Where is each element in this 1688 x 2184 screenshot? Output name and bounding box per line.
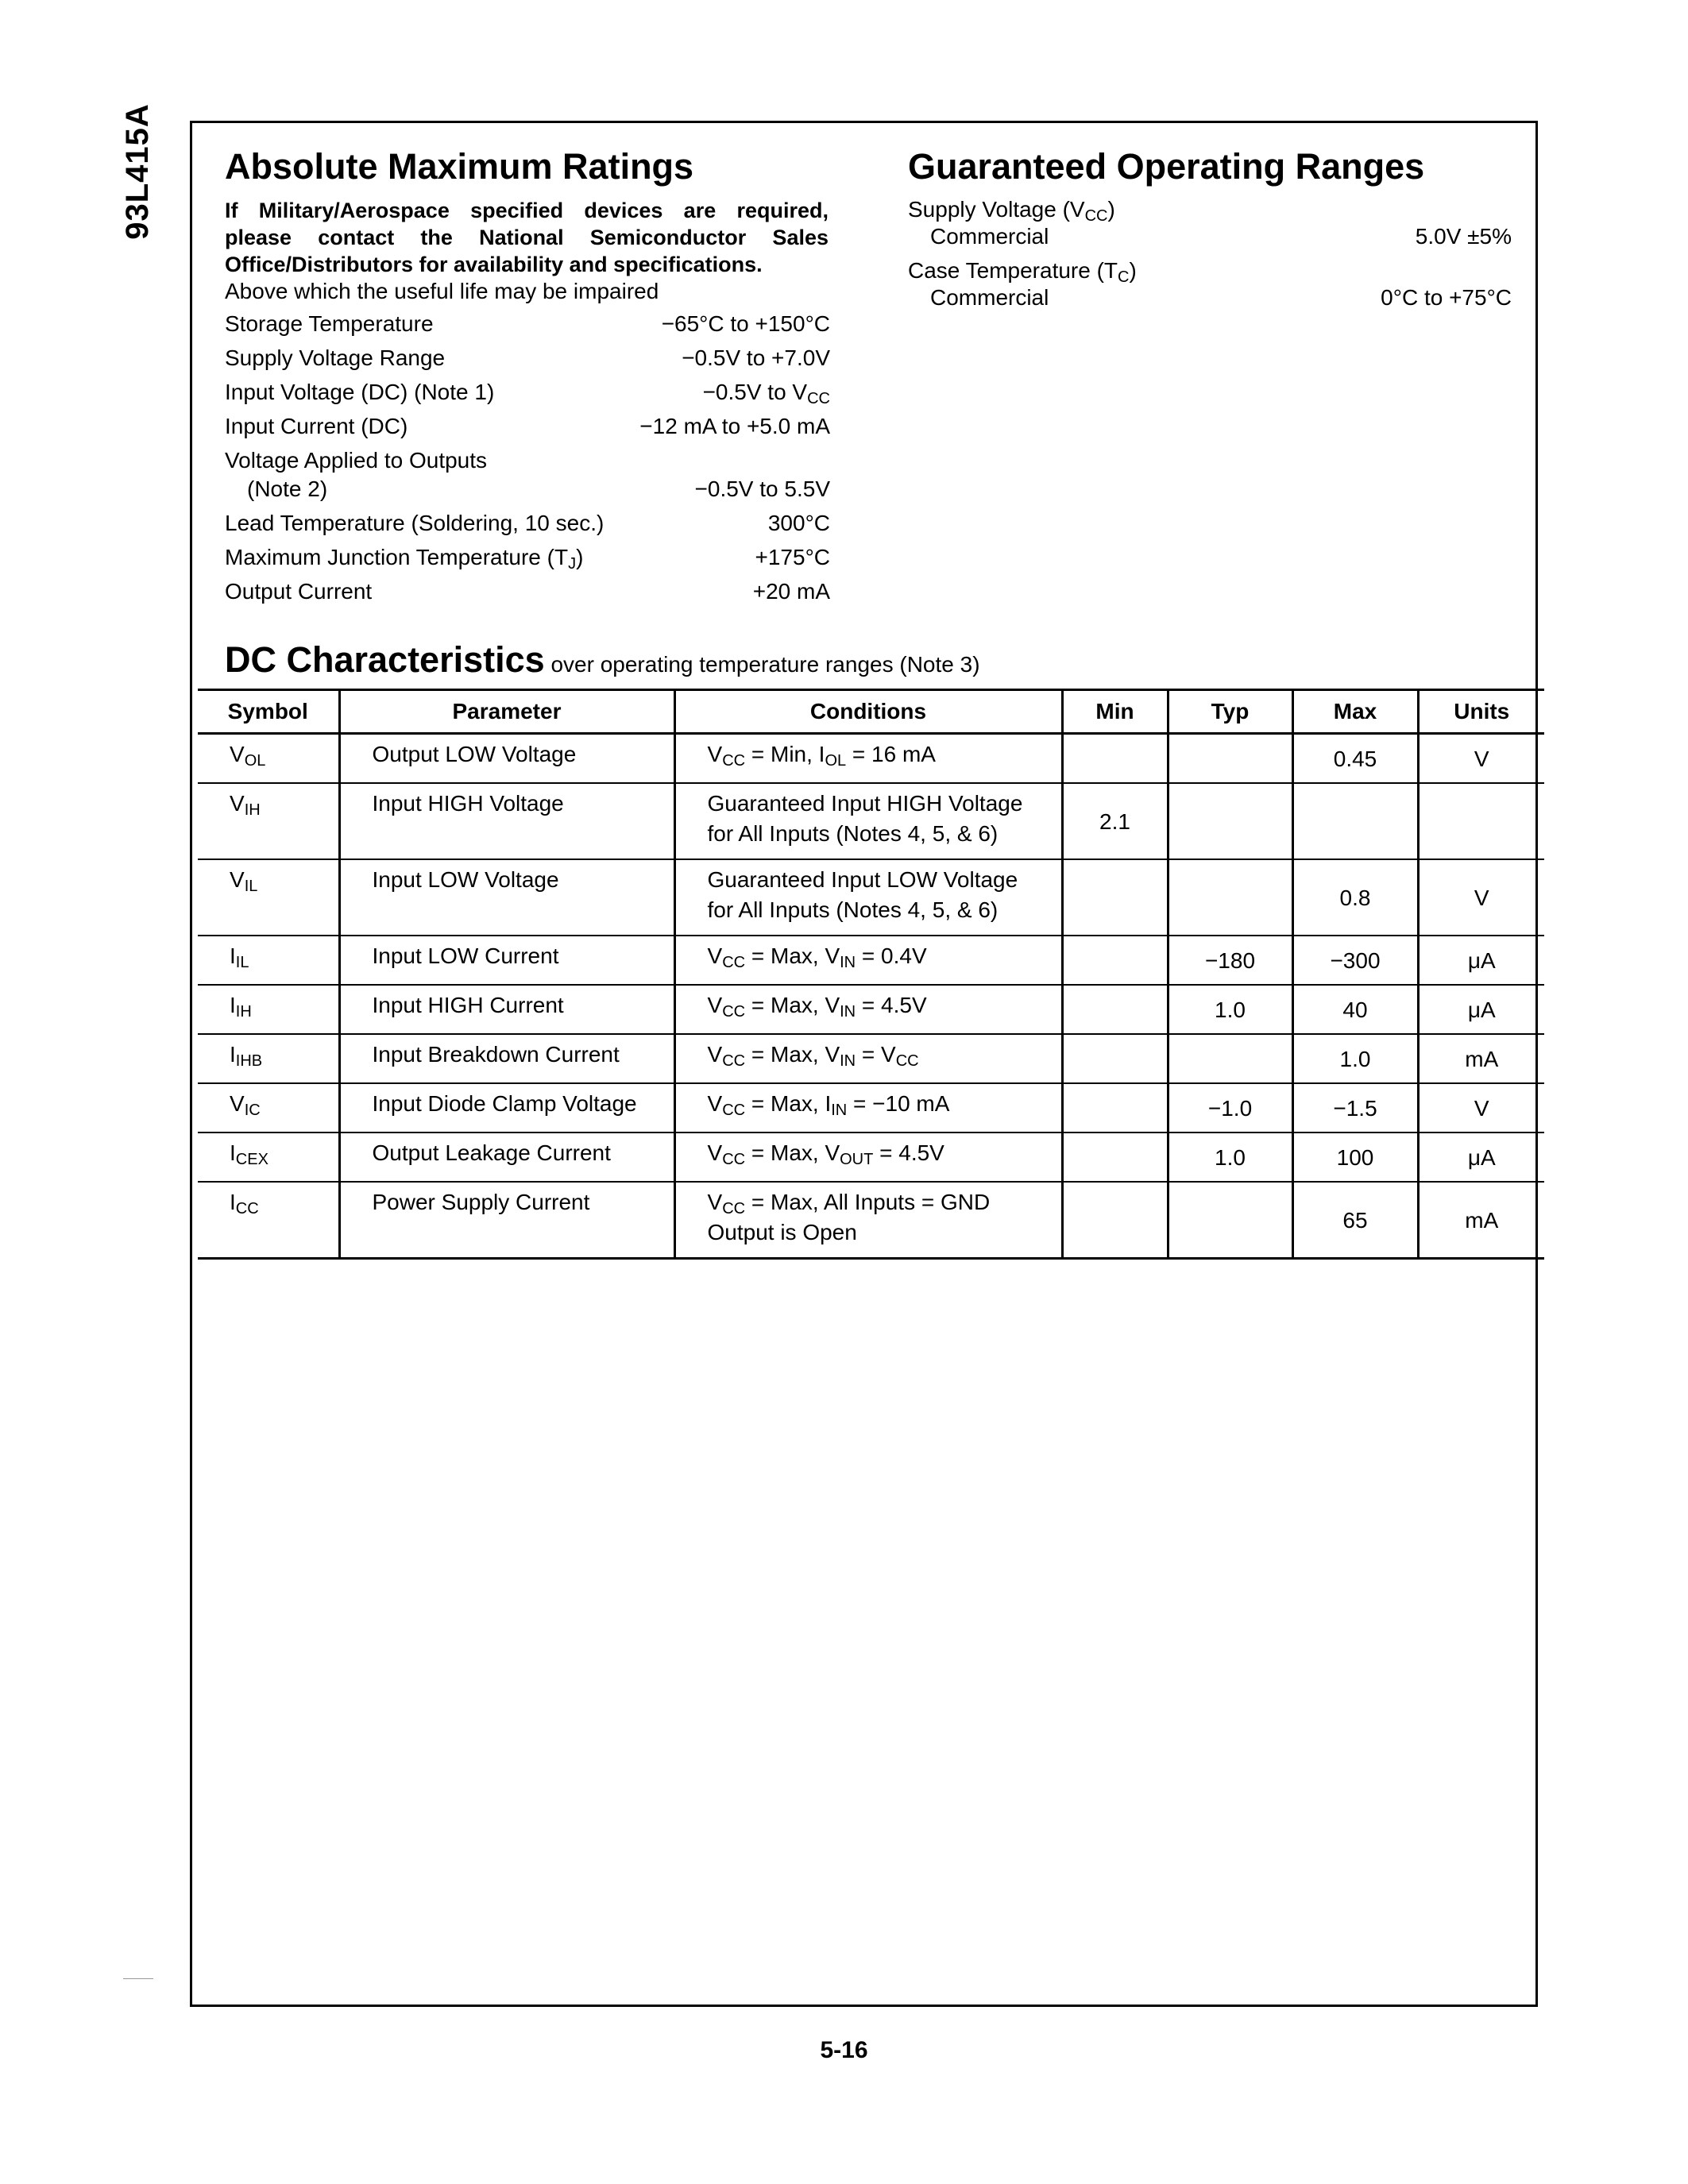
typ-cell	[1168, 783, 1292, 859]
parameter-cell: Output Leakage Current	[339, 1133, 674, 1182]
max-cell: 40	[1292, 985, 1418, 1034]
parameter-cell: Input LOW Voltage	[339, 859, 674, 936]
min-cell	[1062, 1182, 1168, 1259]
abs-max-row	[225, 511, 830, 542]
rating-value: −0.5V to +7.0V	[682, 345, 830, 370]
parameter-cell: Input Breakdown Current	[339, 1034, 674, 1083]
symbol-cell: $I_{IL}$	[198, 936, 339, 985]
table-row	[198, 1133, 1544, 1182]
notice-line-3: Office/Distributors for availability and specifications.	[225, 253, 763, 276]
max-cell: 1.0	[1292, 1034, 1418, 1083]
min-cell	[1062, 1133, 1168, 1182]
rating-sub-label: (Note 2)	[247, 477, 328, 501]
conditions-cell: $V_{CC}$ = Max, All Inputs = GND Output is Open	[674, 1182, 1062, 1259]
table-row	[198, 734, 1544, 784]
page-number: 5-16	[820, 2037, 868, 2063]
max-cell: −1.5	[1292, 1083, 1418, 1133]
units-cell: μA	[1418, 985, 1544, 1034]
units-cell: μA	[1418, 1133, 1544, 1182]
rating-label: Voltage Applied to Outputs	[225, 448, 488, 473]
rating-value: +175°C	[755, 545, 830, 569]
rating-label: Input Current (DC)	[225, 414, 408, 438]
column-header: Typ	[1168, 690, 1292, 734]
dc-characteristics-table	[198, 689, 1544, 1260]
abs-max-row	[225, 380, 830, 411]
table-row	[198, 936, 1544, 985]
min-cell	[1062, 985, 1168, 1034]
abs-max-intro: Above which the useful life may be impaired	[225, 279, 659, 303]
abs-max-row	[225, 311, 830, 343]
units-cell: V	[1418, 859, 1544, 936]
rating-label: Maximum Junction Temperature $(T_J)$	[225, 545, 584, 573]
units-cell: mA	[1418, 1034, 1544, 1083]
rating-value: −0.5V to $V_{CC}$	[702, 380, 830, 407]
rating-label: Output Current	[225, 579, 373, 604]
abs-max-row	[225, 579, 830, 611]
symbol-cell: $V_{IL}$	[198, 859, 339, 936]
min-cell	[1062, 1034, 1168, 1083]
parameter-cell: Power Supply Current	[339, 1182, 674, 1259]
dc-subtitle: over operating temperature ranges (Note 3)	[550, 652, 980, 677]
gor-sub-label: Commercial	[930, 224, 1049, 249]
column-header: Units	[1418, 690, 1544, 734]
rating-label: Lead Temperature (Soldering, 10 sec.)	[225, 511, 605, 535]
typ-cell: 1.0	[1168, 985, 1292, 1034]
table-row	[198, 985, 1544, 1034]
units-cell: μA	[1418, 936, 1544, 985]
min-cell: 2.1	[1062, 783, 1168, 859]
max-cell: 0.45	[1292, 734, 1418, 784]
rating-value: −65°C to +150°C	[661, 311, 830, 336]
max-cell	[1292, 783, 1418, 859]
symbol-cell: $I_{IHB}$	[198, 1034, 339, 1083]
typ-cell	[1168, 1034, 1292, 1083]
parameter-cell: Output LOW Voltage	[339, 734, 674, 784]
rating-value: −0.5V to 5.5V	[694, 477, 830, 501]
rating-value: 300°C	[767, 511, 830, 535]
table-row	[198, 783, 1544, 859]
column-header: Min	[1062, 690, 1168, 734]
min-cell	[1062, 1083, 1168, 1133]
typ-cell: 1.0	[1168, 1133, 1292, 1182]
min-cell	[1062, 936, 1168, 985]
rating-label: Storage Temperature	[225, 311, 434, 336]
symbol-cell: $I_{CEX}$	[198, 1133, 339, 1182]
table-header-row	[198, 690, 1544, 734]
parameter-cell: Input HIGH Current	[339, 985, 674, 1034]
notice-line-2: please contact the National Semiconductor Sales	[225, 226, 829, 249]
part-number-side-label: 93L415A	[119, 103, 155, 240]
typ-cell	[1168, 1182, 1292, 1259]
table-row	[198, 859, 1544, 936]
gor-label: Supply Voltage $(V_{CC})$	[908, 197, 1115, 225]
dc-heading	[225, 640, 980, 685]
max-cell: 65	[1292, 1182, 1418, 1259]
min-cell	[1062, 734, 1168, 784]
table-row	[198, 1182, 1544, 1259]
table-row	[198, 1034, 1544, 1083]
parameter-cell: Input LOW Current	[339, 936, 674, 985]
units-cell: V	[1418, 734, 1544, 784]
typ-cell: −1.0	[1168, 1083, 1292, 1133]
gor-value: 5.0V ±5%	[1415, 224, 1512, 249]
abs-max-row	[225, 448, 830, 508]
rating-label: Input Voltage (DC) (Note 1)	[225, 380, 495, 404]
symbol-cell: $V_{IC}$	[198, 1083, 339, 1133]
column-header: Max	[1292, 690, 1418, 734]
max-cell: 100	[1292, 1133, 1418, 1182]
typ-cell	[1168, 734, 1292, 784]
symbol-cell: $I_{IH}$	[198, 985, 339, 1034]
conditions-cell: $V_{CC}$ = Max, $I_{IN} = -10$ mA	[674, 1083, 1062, 1133]
parameter-cell: Input Diode Clamp Voltage	[339, 1083, 674, 1133]
conditions-cell: $V_{CC}$ = Max, $V_{IN} = V_{CC}$	[674, 1034, 1062, 1083]
gor-label: Case Temperature $(T_C)$	[908, 258, 1137, 286]
rating-value: +20 mA	[752, 579, 830, 604]
column-header: Symbol	[198, 690, 339, 734]
gor-value: 0°C to +75°C	[1381, 285, 1512, 310]
conditions-cell: $V_{CC}$ = Max, $V_{OUT} = 4.5V$	[674, 1133, 1062, 1182]
abs-max-row	[225, 345, 830, 377]
conditions-cell: Guaranteed Input HIGH Voltage for All Inputs (Notes 4, 5, & 6)	[674, 783, 1062, 859]
symbol-cell: $V_{IH}$	[198, 783, 339, 859]
parameter-cell: Input HIGH Voltage	[339, 783, 674, 859]
notice-line-1: If Military/Aerospace specified devices are required,	[225, 199, 829, 222]
conditions-cell: Guaranteed Input LOW Voltage for All Inputs (Notes 4, 5, & 6)	[674, 859, 1062, 936]
units-cell	[1418, 783, 1544, 859]
abs-max-row	[225, 545, 830, 577]
abs-max-row	[225, 414, 830, 446]
column-header: Conditions	[674, 690, 1062, 734]
conditions-cell: $V_{CC}$ = Max, $V_{IN} = 4.5V$	[674, 985, 1062, 1034]
units-cell: mA	[1418, 1182, 1544, 1259]
typ-cell	[1168, 859, 1292, 936]
min-cell	[1062, 859, 1168, 936]
max-cell: −300	[1292, 936, 1418, 985]
conditions-cell: $V_{CC}$ = Min, $I_{OL} = 16$ mA	[674, 734, 1062, 784]
rating-label: Supply Voltage Range	[225, 345, 446, 370]
dc-title: DC Characteristics	[225, 639, 545, 680]
rating-value: −12 mA to +5.0 mA	[639, 414, 830, 438]
symbol-cell: $V_{OL}$	[198, 734, 339, 784]
gor-supply-voltage	[908, 197, 1512, 253]
units-cell: V	[1418, 1083, 1544, 1133]
abs-max-notice	[225, 197, 829, 278]
column-header: Parameter	[339, 690, 674, 734]
gor-sub-label: Commercial	[930, 285, 1049, 310]
max-cell: 0.8	[1292, 859, 1418, 936]
margin-dash	[123, 1978, 153, 1979]
symbol-cell: $I_{CC}$	[198, 1182, 339, 1259]
gor-case-temperature	[908, 258, 1512, 314]
table-row	[198, 1083, 1544, 1133]
gor-title: Guaranteed Operating Ranges	[908, 146, 1425, 187]
conditions-cell: $V_{CC}$ = Max, $V_{IN} = 0.4V$	[674, 936, 1062, 985]
typ-cell: −180	[1168, 936, 1292, 985]
abs-max-title: Absolute Maximum Ratings	[225, 146, 694, 187]
